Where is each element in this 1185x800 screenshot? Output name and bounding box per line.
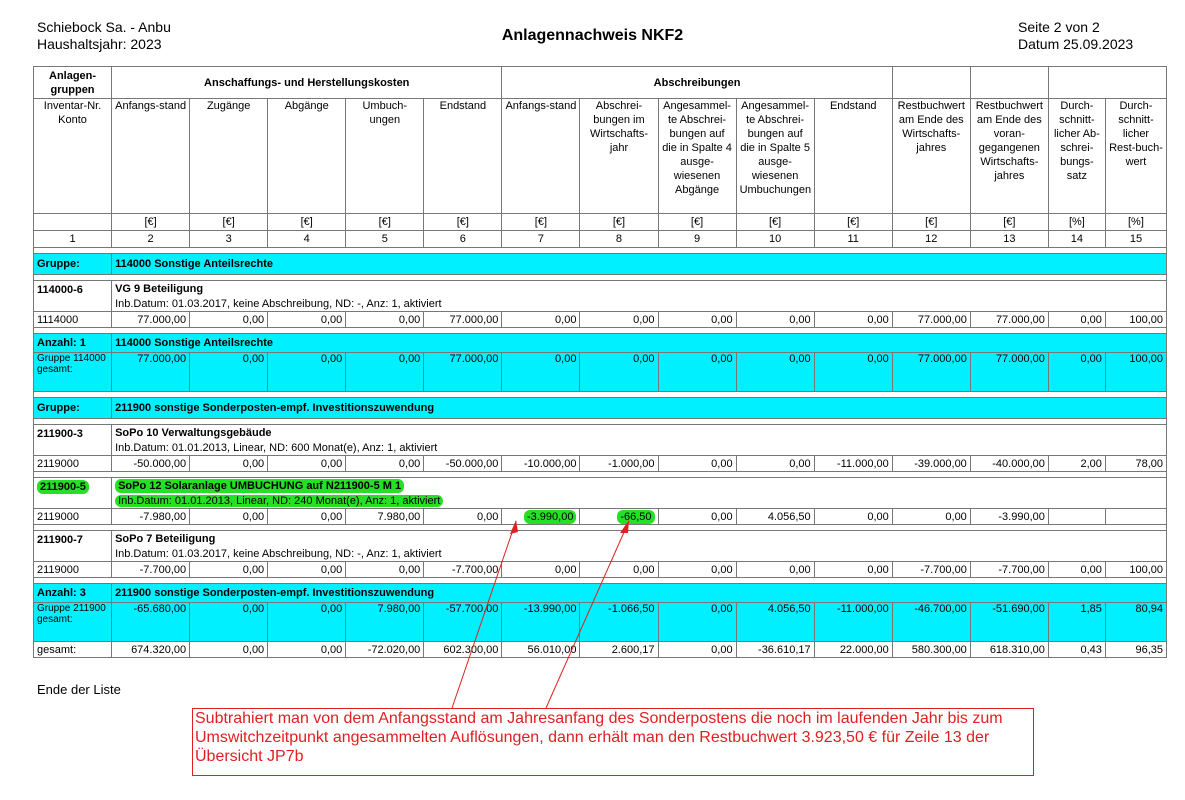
group-name: 114000 Sonstige Anteilsrechte [112, 254, 1167, 275]
value-cell: 2119000 [34, 509, 112, 525]
total-cell: -72.020,00 [346, 642, 424, 658]
value-cell: 100,00 [1105, 312, 1166, 328]
group-prefix: Gruppe: [34, 398, 112, 419]
unit-cell: [€] [892, 214, 970, 231]
sum-cell: 4.056,50 [736, 603, 814, 642]
total-cell: 2.600,17 [580, 642, 658, 658]
column-header: Abschrei-bungen im Wirtschafts-jahr [580, 99, 658, 214]
value-cell: 0,00 [268, 562, 346, 578]
group-sum-label: Gruppe 114000 gesamt: [34, 353, 112, 392]
value-cell: -40.000,00 [970, 456, 1048, 472]
unit-cell: [€] [658, 214, 736, 231]
value-cell: 0,00 [190, 562, 268, 578]
column-header: Abgänge [268, 99, 346, 214]
ahk-header: Anschaffungs- und Herstellungskosten [112, 67, 502, 99]
unit-cell: [€] [736, 214, 814, 231]
sum-cell: -46.700,00 [892, 603, 970, 642]
column-header: Restbuchwert am Ende des voran-gegangenen Wirtschafts-jahres [970, 99, 1048, 214]
column-header: Umbuch-ungen [346, 99, 424, 214]
value-cell: 0,00 [580, 562, 658, 578]
sum-cell: 0,00 [268, 353, 346, 392]
value-cell: 1114000 [34, 312, 112, 328]
sum-cell: -65.680,00 [112, 603, 190, 642]
unit-cell: [€] [190, 214, 268, 231]
column-number: 6 [424, 231, 502, 248]
value-cell: 7.980,00 [346, 509, 424, 525]
column-number: 14 [1048, 231, 1105, 248]
column-header: Inventar-Nr. Konto [34, 99, 112, 214]
value-cell: -11.000,00 [814, 456, 892, 472]
unit-cell: [€] [502, 214, 580, 231]
value-cell: 0,00 [190, 509, 268, 525]
unit-cell: [%] [1048, 214, 1105, 231]
sum-cell: 77.000,00 [112, 353, 190, 392]
value-cell: 77.000,00 [424, 312, 502, 328]
column-number: 2 [112, 231, 190, 248]
asset-title: SoPo 7 Beteiligung [112, 531, 1167, 547]
sum-cell: 1,85 [1048, 603, 1105, 642]
sum-cell: 0,00 [814, 353, 892, 392]
value-cell: 0,00 [736, 312, 814, 328]
column-header: Anfangs-stand [502, 99, 580, 214]
total-cell: 580.300,00 [892, 642, 970, 658]
column-header: Endstand [814, 99, 892, 214]
asset-title: SoPo 10 Verwaltungsgebäude [112, 425, 1167, 441]
value-cell: -7.700,00 [424, 562, 502, 578]
value-cell: 77.000,00 [970, 312, 1048, 328]
sum-cell: 77.000,00 [892, 353, 970, 392]
column-number: 4 [268, 231, 346, 248]
value-cell: 0,00 [424, 509, 502, 525]
total-cell: 56.010,00 [502, 642, 580, 658]
value-cell: 0,00 [658, 562, 736, 578]
sum-cell: 0,00 [736, 353, 814, 392]
value-cell: 2,00 [1048, 456, 1105, 472]
total-label: gesamt: [34, 642, 112, 658]
value-cell: 77.000,00 [892, 312, 970, 328]
sum-cell: -57.700,00 [424, 603, 502, 642]
value-cell: 2119000 [34, 456, 112, 472]
value-cell: 0,00 [190, 312, 268, 328]
total-cell: -36.610,17 [736, 642, 814, 658]
column-number: 12 [892, 231, 970, 248]
total-cell: 0,00 [190, 642, 268, 658]
value-cell: 0,00 [814, 562, 892, 578]
arrow-head-2 [620, 520, 629, 533]
value-cell: 0,00 [736, 562, 814, 578]
column-header: Durch-schnitt-licher Ab-schrei-bungs-satz [1048, 99, 1105, 214]
sum-cell: -13.990,00 [502, 603, 580, 642]
column-number: 9 [658, 231, 736, 248]
column-number: 3 [190, 231, 268, 248]
value-cell: -7.980,00 [112, 509, 190, 525]
asset-id: 114000-6 [34, 281, 112, 312]
column-number: 11 [814, 231, 892, 248]
total-cell: 22.000,00 [814, 642, 892, 658]
column-header: Restbuchwert am Ende des Wirtschafts-jahres [892, 99, 970, 214]
total-cell: 0,00 [658, 642, 736, 658]
sum-cell: -1.066,50 [580, 603, 658, 642]
sum-cell: 0,00 [502, 353, 580, 392]
column-number: 1 [34, 231, 112, 248]
sum-cell: 100,00 [1105, 353, 1166, 392]
org-name: Schiebock Sa. - Anbu [37, 19, 171, 35]
unit-cell: [%] [1105, 214, 1166, 231]
sum-cell: 77.000,00 [424, 353, 502, 392]
value-cell: 0,00 [736, 456, 814, 472]
sum-cell: 0,00 [658, 603, 736, 642]
value-cell: 0,00 [814, 312, 892, 328]
value-cell: -3.990,00 [970, 509, 1048, 525]
page-number: Seite 2 von 2 [1018, 19, 1100, 35]
highlighted-value: -3.990,00 [524, 510, 576, 524]
column-number: 5 [346, 231, 424, 248]
sum-cell: 7.980,00 [346, 603, 424, 642]
value-cell: 0,00 [502, 562, 580, 578]
group-header: Anlagen-gruppen [34, 67, 112, 99]
sum-cell: -11.000,00 [814, 603, 892, 642]
value-cell: -50.000,00 [112, 456, 190, 472]
column-header: Angesammel-te Abschrei-bungen auf die in Spalte 4 ausge-wiesenen Abgänge [658, 99, 736, 214]
value-cell: 0,00 [658, 456, 736, 472]
abschreibungen-header: Abschreibungen [502, 67, 892, 99]
value-cell: 0,00 [268, 312, 346, 328]
annotation-note: Subtrahiert man von dem Anfangsstand am Jahresanfang des Sonderpostens die noch im laufenden Jahr bis zum Umswitchzeitpunkt angesammelten Auflösungen, dann erhält man den Restbuchwert 3.923,50 € für Zeile 13 der Übersicht JP7b [192, 708, 1034, 776]
unit-cell: [€] [580, 214, 658, 231]
sum-cell: 0,00 [580, 353, 658, 392]
asset-id: 211900-3 [34, 425, 112, 456]
value-cell: 78,00 [1105, 456, 1166, 472]
asset-desc: Inb.Datum: 01.03.2017, keine Abschreibung, ND: -, Anz: 1, aktiviert [112, 296, 1167, 312]
value-cell: 0,00 [814, 509, 892, 525]
count-group-name: 211900 sonstige Sonderposten-empf. Investitionszuwendung [112, 584, 1167, 603]
value-cell: -7.700,00 [970, 562, 1048, 578]
value-cell: 0,00 [268, 509, 346, 525]
group-prefix: Gruppe: [34, 254, 112, 275]
column-header: Endstand [424, 99, 502, 214]
asset-desc: Inb.Datum: 01.03.2017, keine Abschreibung, ND: -, Anz: 1, aktiviert [112, 546, 1167, 562]
unit-cell: [€] [814, 214, 892, 231]
column-number: 10 [736, 231, 814, 248]
value-cell: 0,00 [190, 456, 268, 472]
asset-desc: Inb.Datum: 01.01.2013, Linear, ND: 600 Monat(e), Anz: 1, aktiviert [112, 440, 1167, 456]
value-cell: -50.000,00 [424, 456, 502, 472]
value-cell: 0,00 [346, 456, 424, 472]
arrow-line-2 [546, 521, 629, 708]
total-cell: 674.320,00 [112, 642, 190, 658]
value-cell: 0,00 [580, 312, 658, 328]
sum-cell: -51.690,00 [970, 603, 1048, 642]
value-cell: 0,00 [346, 312, 424, 328]
count-label: Anzahl: 1 [34, 334, 112, 353]
value-cell: 0,00 [658, 509, 736, 525]
value-cell: -39.000,00 [892, 456, 970, 472]
column-header: Anfangs-stand [112, 99, 190, 214]
count-label: Anzahl: 3 [34, 584, 112, 603]
sum-cell: 80,94 [1105, 603, 1166, 642]
end-of-list: Ende der Liste [37, 682, 121, 697]
total-cell: 96,35 [1105, 642, 1166, 658]
count-group-name: 114000 Sonstige Anteilsrechte [112, 334, 1167, 353]
value-cell: 0,00 [268, 456, 346, 472]
unit-cell: [€] [346, 214, 424, 231]
value-cell: 77.000,00 [112, 312, 190, 328]
column-number: 7 [502, 231, 580, 248]
sum-cell: 77.000,00 [970, 353, 1048, 392]
asset-id-highlighted: 211900-5 [37, 480, 89, 494]
sum-cell: 0,00 [1048, 353, 1105, 392]
unit-cell: [€] [970, 214, 1048, 231]
sum-cell: 0,00 [346, 353, 424, 392]
value-cell: 0,00 [346, 562, 424, 578]
column-header: Angesammel-te Abschrei-bungen auf die in Spalte 5 ausge-wiesenen Umbuchungen [736, 99, 814, 214]
value-cell: 0,00 [1048, 312, 1105, 328]
arrow-head-1 [510, 520, 518, 534]
asset-title: VG 9 Beteiligung [112, 281, 1167, 297]
value-cell: -7.700,00 [112, 562, 190, 578]
sum-cell: 0,00 [658, 353, 736, 392]
column-header: Durch-schnitt-licher Rest-buch-wert [1105, 99, 1166, 214]
value-cell: 0,00 [502, 312, 580, 328]
sum-cell: 0,00 [268, 603, 346, 642]
group-sum-label: Gruppe 211900 gesamt: [34, 603, 112, 642]
column-number: 13 [970, 231, 1048, 248]
fiscal-year: Haushaltsjahr: 2023 [37, 36, 162, 52]
total-cell: 618.310,00 [970, 642, 1048, 658]
sum-cell: 0,00 [190, 353, 268, 392]
highlighted-value: -66,50 [617, 510, 654, 524]
unit-cell: [€] [112, 214, 190, 231]
page-title: Anlagennachweis NKF2 [501, 27, 684, 44]
unit-cell: [€] [268, 214, 346, 231]
asset-desc-highlighted: Inb.Datum: 01.01.2013, Linear, ND: 240 Monat(e), Anz: 1, aktiviert [115, 495, 443, 507]
total-cell: 602.300,00 [424, 642, 502, 658]
value-cell: -1.000,00 [580, 456, 658, 472]
asset-id: 211900-7 [34, 531, 112, 562]
value-cell: 2119000 [34, 562, 112, 578]
report-date: Datum 25.09.2023 [1018, 36, 1134, 52]
total-cell: 0,00 [268, 642, 346, 658]
value-cell: 0,00 [658, 312, 736, 328]
value-cell: -10.000,00 [502, 456, 580, 472]
unit-cell: [€] [424, 214, 502, 231]
group-name: 211900 sonstige Sonderposten-empf. Investitionszuwendung [112, 398, 1167, 419]
arrow-line-1 [452, 521, 516, 708]
value-cell: 100,00 [1105, 562, 1166, 578]
value-cell: 0,00 [1048, 562, 1105, 578]
column-number: 15 [1105, 231, 1166, 248]
total-cell: 0,43 [1048, 642, 1105, 658]
sum-cell: 0,00 [190, 603, 268, 642]
column-header: Zugänge [190, 99, 268, 214]
column-number: 8 [580, 231, 658, 248]
value-cell: 4.056,50 [736, 509, 814, 525]
asset-title-highlighted: SoPo 12 Solaranlage UMBUCHUNG auf N211900-5 M 1 [115, 479, 404, 493]
value-cell: -7.700,00 [892, 562, 970, 578]
value-cell: 0,00 [892, 509, 970, 525]
